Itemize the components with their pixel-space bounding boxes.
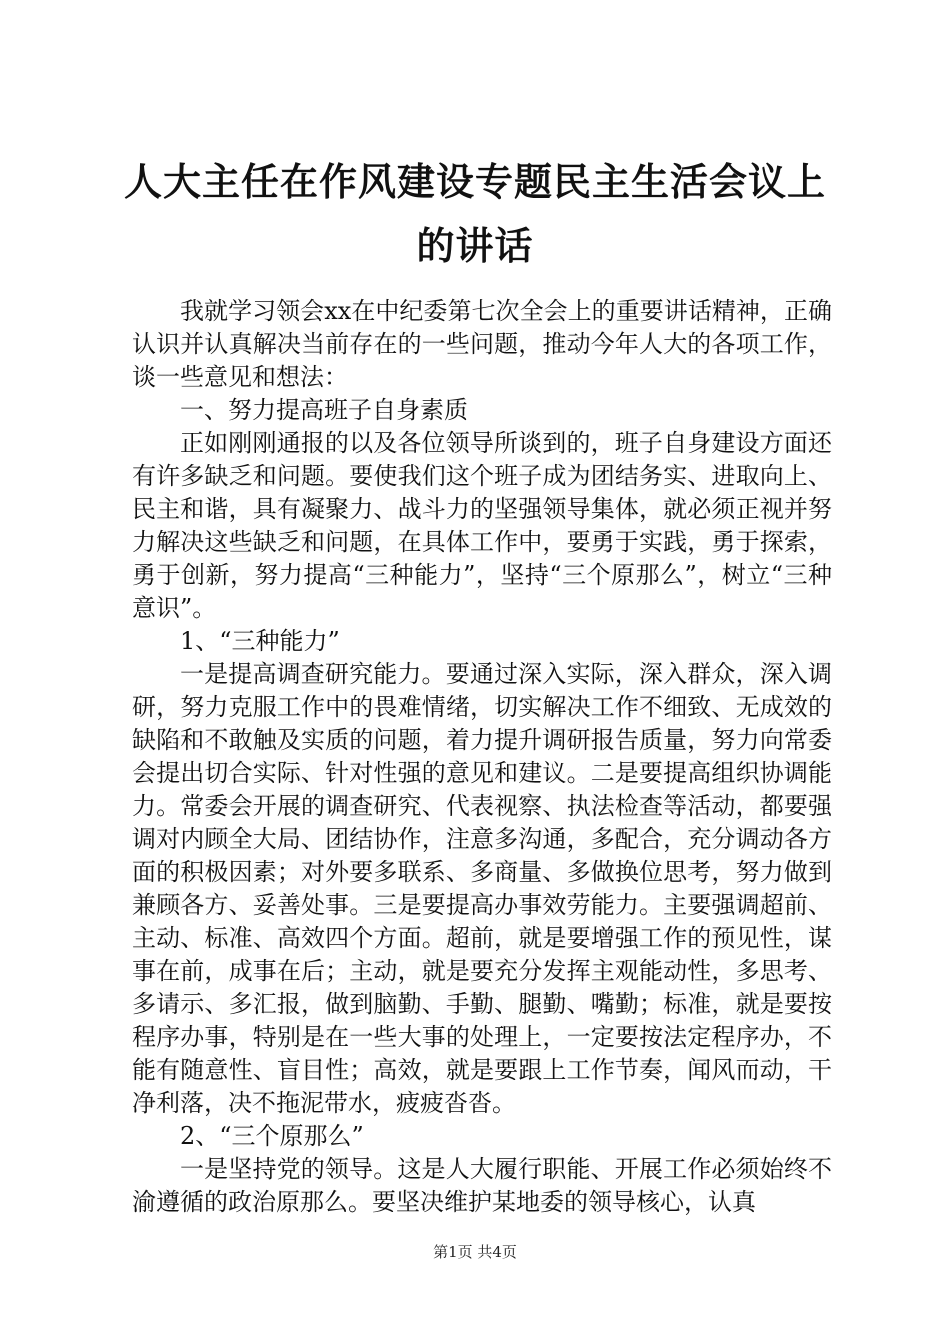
section-heading-1: 一、努力提高班子自身素质 [180,396,468,424]
paragraph-three-principles: 一是坚持党的领导。这是人大履行职能、开展工作必须始终不渝遵循的政治原那么。要坚决维护某地委的领导核心，认真 [132,1155,832,1216]
document-title: 人大主任在作风建设专题民主生活会议上的讲话 [123,160,826,268]
subheading-three-principles: 2、“三个原那么” [180,1122,364,1150]
page-number: 第1页 共4页 [433,1243,517,1261]
paragraph-section-1: 正如刚刚通报的以及各位领导所谈到的，班子自身建设方面还有许多缺乏和问题。要使我们这个班子成为团结务实、进取向上、民主和谐，具有凝聚力、战斗力的坚强领导集体，就必须正视并努力解决这些缺乏和问题，在具体工作中，要勇于实践，勇于探索，勇于创新，努力提高“三种能力”，坚持“三个原那么”，树立“三种意识”。 [132,429,832,622]
document-body [132,295,832,1219]
subheading-three-abilities: 1、“三种能力” [180,627,340,655]
paragraph-three-abilities: 一是提高调查研究能力。要通过深入实际，深入群众，深入调研，努力克服工作中的畏难情绪，切实解决工作不细致、无成效的缺陷和不敢触及实质的问题，着力提升调研报告质量，努力向常委会提出切合实际、针对性强的意见和建议。二是要提高组织协调能力。常委会开展的调查研究、代表视察、执法检查等活动，都要强调对内顾全大局、团结协作，注意多沟通，多配合，充分调动各方面的积极因素；对外要多联系、多商量、多做换位思考，努力做到兼顾各方、妥善处事。三是要提高办事效劳能力。主要强调超前、主动、标准、高效四个方面。超前，就是要增强工作的预见性，谋事在前，成事在后；主动，就是要充分发挥主观能动性，多思考、多请示、多汇报，做到脑勤、手勤、腿勤、嘴勤；标准，就是要按程序办事，特别是在一些大事的处理上，一定要按法定程序办，不能有随意性、盲目性；高效，就是要跟上工作节奏，闻风而动，干净利落，决不拖泥带水，疲疲沓沓。 [132,660,832,1117]
paragraph-intro: 我就学习领会xx在中纪委第七次全会上的重要讲话精神，正确认识并认真解决当前存在的一些问题，推动今年人大的各项工作，谈一些意见和想法： [132,297,832,391]
